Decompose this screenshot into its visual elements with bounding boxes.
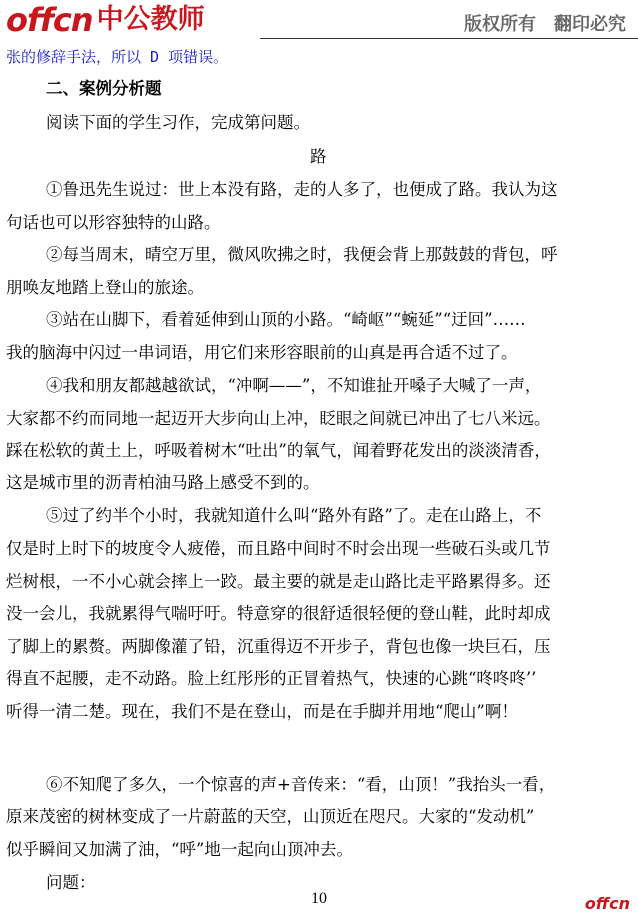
copyright-notice (464, 10, 626, 36)
no-reprint-text: 翻印必究 (554, 14, 626, 35)
copyright-text: 版权所有 (464, 14, 536, 35)
question-label: 问题： (46, 873, 96, 892)
paragraph-line: 大家都不约而同地一起迈开大步向山上冲，眨眼之间就已冲出了七八米远。 (6, 409, 551, 428)
offcn-logo (6, 2, 205, 38)
answer-continuation: 张的修辞手法，所以 D 项错误。 (6, 48, 229, 66)
instruction-text: 阅读下面的学生习作，完成第问题。 (46, 113, 310, 132)
paragraph-line: 似乎瞬间又加满了油，“呼”地一起向山顶冲去。 (6, 840, 353, 859)
paragraph-line: ⑤过了约半个小时，我就知道什么叫“路外有路”了。走在山路上，不 (46, 506, 542, 525)
paragraph-line: 朋唤友地踏上登山的旅途。 (6, 278, 204, 297)
paragraph-line: 仅是时上时下的坡度令人疲倦，而且路中间时不时会出现一些破石头或几节 (6, 539, 551, 558)
paragraph-line: ③站在山脚下，看着延伸到山顶的小路。“崎岖”“蜿延”“迂回”…… (46, 310, 526, 329)
paragraph-line: 得直不起腰，走不动路。脸上红彤彤的正冒着热气，快速的心跳“咚咚咚’’ (6, 669, 537, 688)
logo-chinese-text: 中公教师 (96, 4, 205, 35)
header-divider (260, 38, 638, 39)
footer-logo: offcn (584, 894, 630, 913)
paragraph-line: 烂树根，一不小心就会摔上一跤。最主要的就是走山路比走平路累得多。还 (6, 572, 551, 591)
section-heading: 二、案例分析题 (46, 79, 162, 98)
essay-title: 路 (310, 147, 327, 166)
paragraph-line: 句话也可以形容独特的山路。 (6, 213, 221, 232)
paragraph-line: ②每当周末，晴空万里，微风吹拂之时，我便会背上那鼓鼓的背包，呼 (46, 245, 558, 264)
paragraph-line: ①鲁迅先生说过：世上本没有路，走的人多了，也便成了路。我认为这 (46, 180, 558, 199)
page-number: 10 (311, 890, 327, 907)
paragraph-line: 这是城市里的沥青柏油马路上感受不到的。 (6, 473, 320, 492)
paragraph-line: 原来茂密的树林变成了一片蔚蓝的天空，山顶近在咫尺。大家的“发动机” (6, 807, 535, 826)
paragraph-line: 我的脑海中闪过一串词语，用它们来形容眼前的山真是再合适不过了。 (6, 343, 518, 362)
paragraph-line: 听得一清二楚。现在，我们不是在登山，而是在手脚并用地“爬山”啊！ (6, 702, 518, 721)
paragraph-line: 没一会儿，我就累得气喘吁吁。特意穿的很舒适很轻便的登山鞋，此时却成 (6, 604, 551, 623)
paragraph-line: 踩在松软的黄土上，呼吸着树木“吐出”的氧气，闻着野花发出的淡淡清香， (6, 441, 551, 460)
paragraph-line: ⑥不知爬了多久，一个惊喜的声+音传来：“看，山顶！”我抬头一看， (46, 775, 556, 794)
paragraph-line: ④我和朋友都越越欲试，“冲啊——”，不知谁扯开嗓子大喊了一声， (46, 376, 542, 395)
paragraph-line: 了脚上的累赘。两脚像灌了铅，沉重得迈不开步子，背包也像一块巨石，压 (6, 637, 551, 656)
logo-latin-text: offcn (6, 1, 93, 39)
page-header (0, 0, 638, 44)
